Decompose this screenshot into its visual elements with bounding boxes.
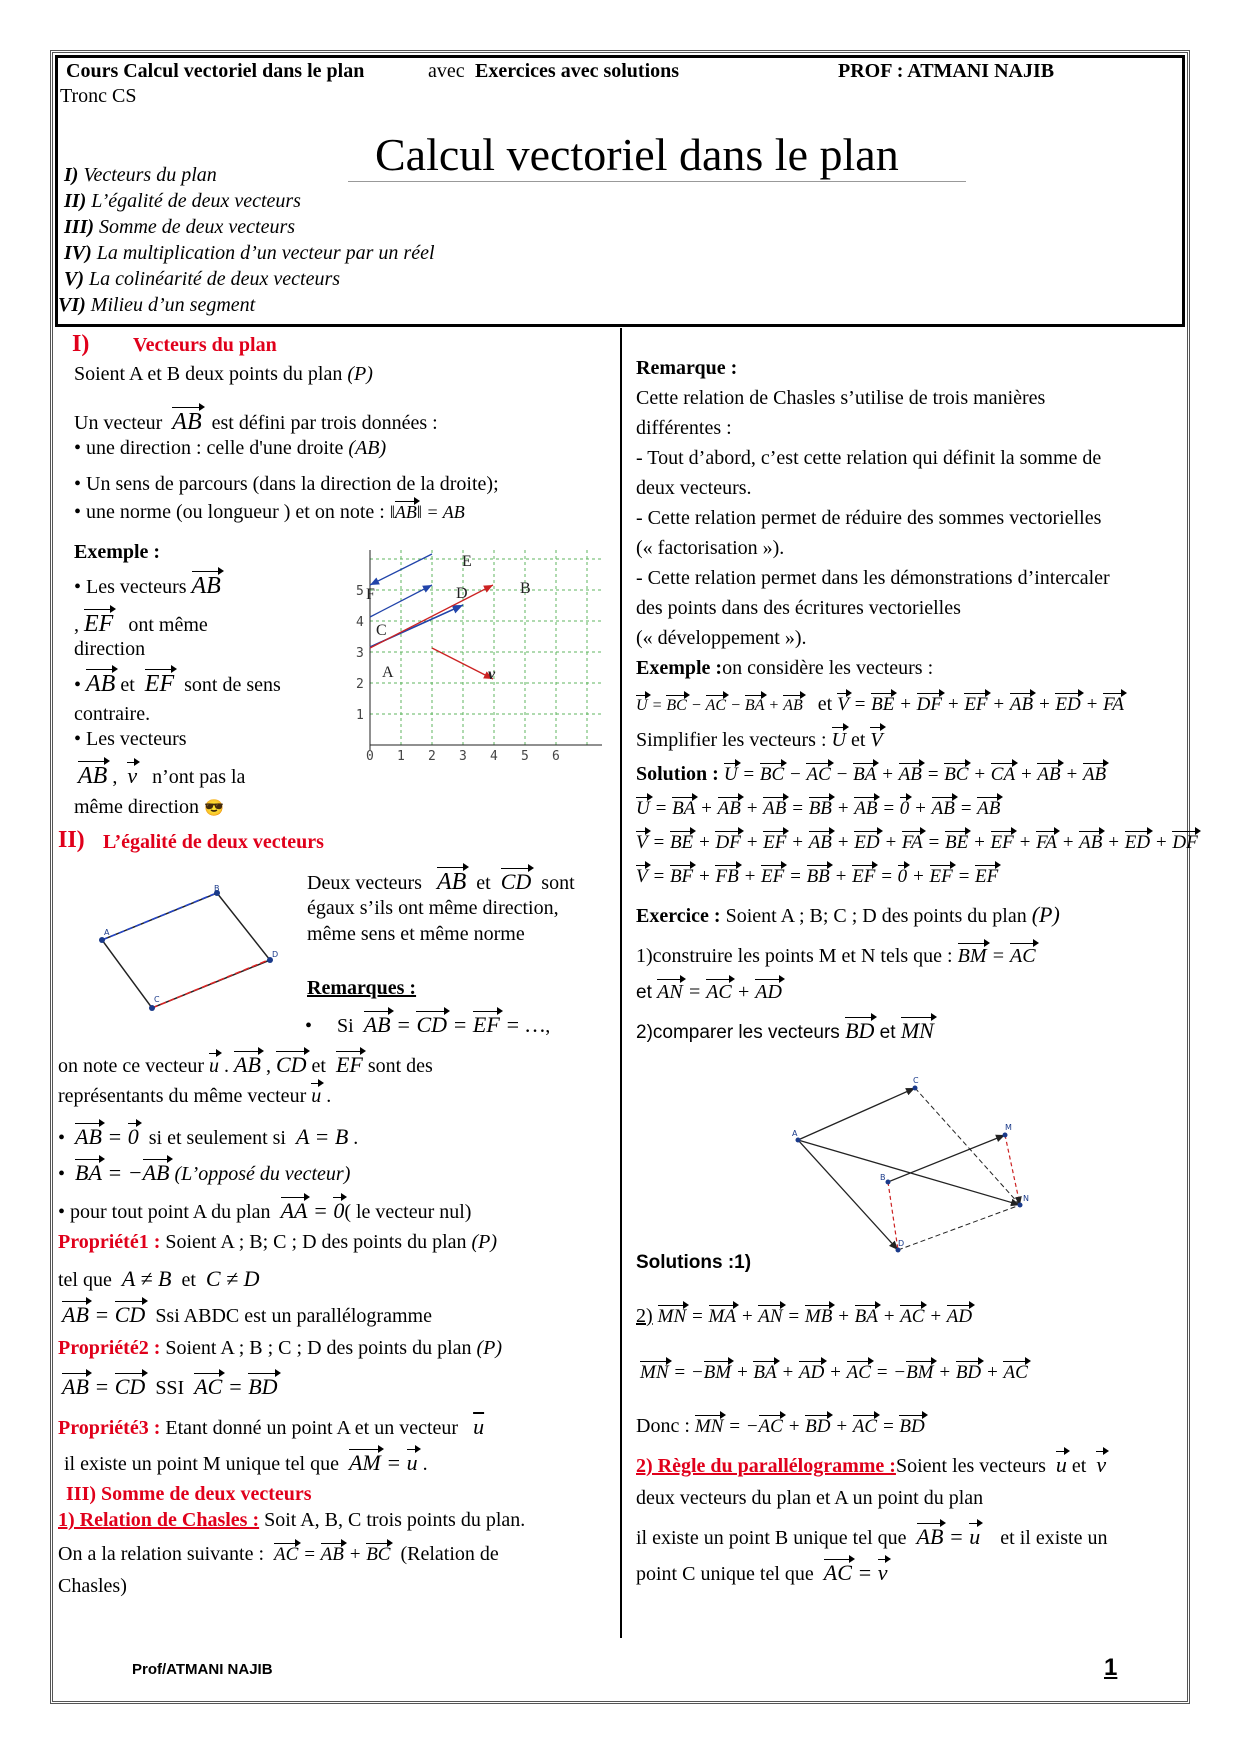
section-2-number: II) (58, 827, 85, 853)
remark-text: - Tout d’abord, c’est cette relation qui définit la somme de (636, 447, 1102, 469)
exercise-q1b: et AN = AC + AD (636, 981, 782, 1003)
toc-item: IV) La multiplication d’un vecteur par un réel (64, 242, 435, 264)
remark-text: des points dans des écritures vectorielles (636, 597, 961, 619)
equality-text: Deux vecteurs AB et CD sont (307, 869, 575, 895)
toc-item: VI) Milieu d’un segment (58, 294, 256, 316)
property-3: Propriété3 : Etant donné un point A et un vecteur $\overline{u}$ (58, 1414, 485, 1439)
svg-text:B: B (214, 885, 220, 893)
solution-line: Solution : U = BC − AC − BA + AB = BC + CA + AB + AB (636, 763, 1107, 785)
chasles-line: Chasles) (58, 1575, 127, 1597)
remark-line: • Si AB = CD = EF = …, (305, 1012, 551, 1037)
svg-text:N: N (1023, 1194, 1029, 1203)
example-text: même direction 😎 (74, 796, 224, 818)
remark-line: • AB = 0 si et seulement si A = B . (58, 1124, 359, 1149)
header-avec: avec (428, 60, 465, 82)
solution-2-line: MN = −BM + BA + AD + AC = −BM + BD + AC (640, 1362, 1028, 1383)
point-label: F (366, 586, 375, 603)
definition-bullet: • Un sens de parcours (dans la direction de la droite); (74, 473, 499, 495)
example-line: Exemple :on considère les vecteurs : (636, 657, 934, 679)
point-label: D (456, 585, 468, 602)
section-1-number: I) (72, 331, 90, 357)
toc-item: V) La colinéarité de deux vecteurs (64, 268, 341, 290)
remark-text: - Cette relation permet de réduire des sommes vectorielles (636, 507, 1102, 529)
example-text: • Les vecteurs AB (74, 573, 221, 599)
exercise-q2: 2)comparer les vecteurs BD et MN (636, 1018, 934, 1043)
y-tick-label: 4 (356, 615, 364, 630)
remark-text: (« factorisation »). (636, 537, 785, 559)
example-heading: Exemple : (74, 541, 161, 563)
parallelogram-rule: deux vecteurs du plan et A un point du plan (636, 1487, 984, 1509)
x-tick-label: 0 (366, 749, 374, 764)
x-tick-label: 4 (490, 749, 498, 764)
svg-text:B: B (880, 1173, 886, 1182)
header-level: Tronc CS (60, 85, 137, 107)
vector-grid-figure (340, 545, 610, 765)
column-separator (620, 328, 622, 1638)
toc-item: III) Somme de deux vecteurs (64, 216, 296, 238)
construction-figure (780, 1070, 1040, 1270)
y-tick-label: 5 (356, 584, 364, 599)
definition-bullet: • une direction : celle d'une droite (AB) (74, 437, 387, 459)
definition-bullet: • une norme (ou longueur ) et on note : ‖AB‖ = AB (74, 501, 465, 523)
definition-text: Un vecteur AB est défini par trois données : (74, 409, 438, 435)
remark-text: Cette relation de Chasles s’utilise de trois manières (636, 387, 1046, 409)
property-1: Propriété1 : Soient A ; B; C ; D des points du plan (P) (58, 1231, 498, 1253)
equality-text: même sens et même norme (307, 923, 525, 945)
definition-text: Soient A et B deux points du plan (P) (74, 363, 373, 385)
solution-2-conclusion: Donc : MN = −AC + BD + AC = BD (636, 1415, 925, 1437)
simplify-line: Simplifier les vecteurs : U et V (636, 729, 883, 751)
remark-line: • pour tout point A du plan AA = 0( le vecteur nul) (58, 1198, 472, 1223)
title-underline (348, 181, 966, 182)
remark-heading: Remarque : (636, 357, 738, 379)
point-label: v (488, 666, 496, 683)
footer-author: Prof/ATMANI NAJIB (132, 1661, 273, 1678)
y-tick-label: 1 (356, 708, 364, 723)
toc-item: II) L’égalité de deux vecteurs (64, 190, 301, 212)
point-label: C (376, 622, 387, 639)
example-text: • Les vecteurs (74, 728, 187, 750)
remark-text: - Cette relation permet dans les démonstrations d’intercaler (636, 567, 1110, 589)
example-text: contraire. (74, 703, 151, 725)
solution-line: V = BE + DF + EF + AB + ED + FA = BE + EF + FA + AB + ED + DF (636, 832, 1198, 853)
solution-line: V = BF + FB + EF = BB + EF = 0 + EF = EF (636, 866, 999, 887)
header-exercises: Exercices avec solutions (475, 60, 680, 82)
example-text: • AB et EF sont de sens (74, 671, 281, 697)
point-label: E (462, 553, 472, 570)
y-tick-label: 2 (356, 677, 364, 692)
x-tick-label: 5 (521, 749, 529, 764)
header-prof: PROF : ATMANI NAJIB (838, 60, 1055, 82)
remark-line: on note ce vecteur u . AB , CD et EF sont des (58, 1052, 433, 1077)
parallelogram-rule: 2) Règle du parallélogramme :Soient les vecteurs u et v (636, 1452, 1107, 1477)
svg-text:C: C (154, 995, 160, 1004)
svg-text:A: A (104, 928, 110, 937)
svg-text:A: A (792, 1129, 798, 1138)
x-tick-label: 6 (552, 749, 560, 764)
remark-text: (« développement »). (636, 627, 807, 649)
point-label: B (520, 580, 531, 597)
parallelogram-rule: point C unique tel que AC = v (636, 1560, 888, 1585)
example-text: direction (74, 638, 146, 660)
section-1-title: Vecteurs du plan (133, 334, 277, 356)
solution-line: U = BA + AB + AB = BB + AB = 0 + AB = AB (636, 798, 1001, 819)
x-tick-label: 3 (459, 749, 467, 764)
remark-text: deux vecteurs. (636, 477, 752, 499)
parallelogram-figure (90, 885, 290, 1015)
svg-text:D: D (898, 1239, 905, 1248)
remarks-heading: Remarques : (307, 977, 417, 999)
page-title: Calcul vectoriel dans le plan (375, 129, 899, 180)
svg-text:M: M (1005, 1123, 1012, 1132)
remark-line: représentants du même vecteur u . (58, 1085, 332, 1107)
y-tick-label: 3 (356, 646, 364, 661)
parallelogram-rule: il existe un point B unique tel que AB = u et il existe un (636, 1524, 1108, 1549)
solution-2-line: 2) MN = MA + AN = MB + BA + AC + AD (636, 1305, 973, 1327)
svg-text:C: C (913, 1076, 919, 1085)
exercise-line: Exercice : Soient A ; B; C ; D des points du plan (P) (636, 902, 1060, 927)
point-label: A (382, 664, 394, 681)
toc-item: I) Vecteurs du plan (64, 164, 217, 186)
course-title: Cours Calcul vectoriel dans le plan (66, 60, 365, 82)
solutions-heading: Solutions :1) (636, 1252, 752, 1273)
section-2-title: L’égalité de deux vecteurs (103, 831, 324, 853)
equality-text: égaux s’ils ont même direction, (307, 897, 559, 919)
property-1-eq: AB = CD Ssi ABDC est un parallélogramme (62, 1302, 432, 1327)
property-3-text: il existe un point M unique tel que AM = u . (64, 1450, 428, 1475)
property-2: Propriété2 : Soient A ; B ; C ; D des points du plan (P) (58, 1337, 503, 1359)
section-3-title: III) Somme de deux vecteurs (66, 1483, 312, 1505)
x-tick-label: 2 (428, 749, 436, 764)
property-2-eq: AB = CD SSI AC = BD (62, 1374, 278, 1399)
remark-line: • BA = −AB (L’opposé du vecteur) (58, 1160, 351, 1185)
remark-text: différentes : (636, 417, 732, 439)
exercise-q1: 1)construire les points M et N tels que : BM = AC (636, 945, 1036, 967)
x-tick-label: 1 (397, 749, 405, 764)
example-text: AB , v n’ont pas la (78, 763, 246, 789)
example-vectors: U = BC − AC − BA + AB et V = BE + DF + EF + AB + ED + FA (636, 693, 1124, 715)
chasles-line: 1) Relation de Chasles : Soit A, B, C trois points du plan. (58, 1509, 526, 1531)
chasles-line: On a la relation suivante : AC = AB + BC (Relation de (58, 1543, 499, 1565)
property-1-cond: tel que A ≠ B et C ≠ D (58, 1266, 260, 1291)
page-number: 1 (1104, 1654, 1118, 1681)
svg-text:D: D (272, 950, 279, 959)
example-text: , EF ont même (74, 611, 208, 637)
